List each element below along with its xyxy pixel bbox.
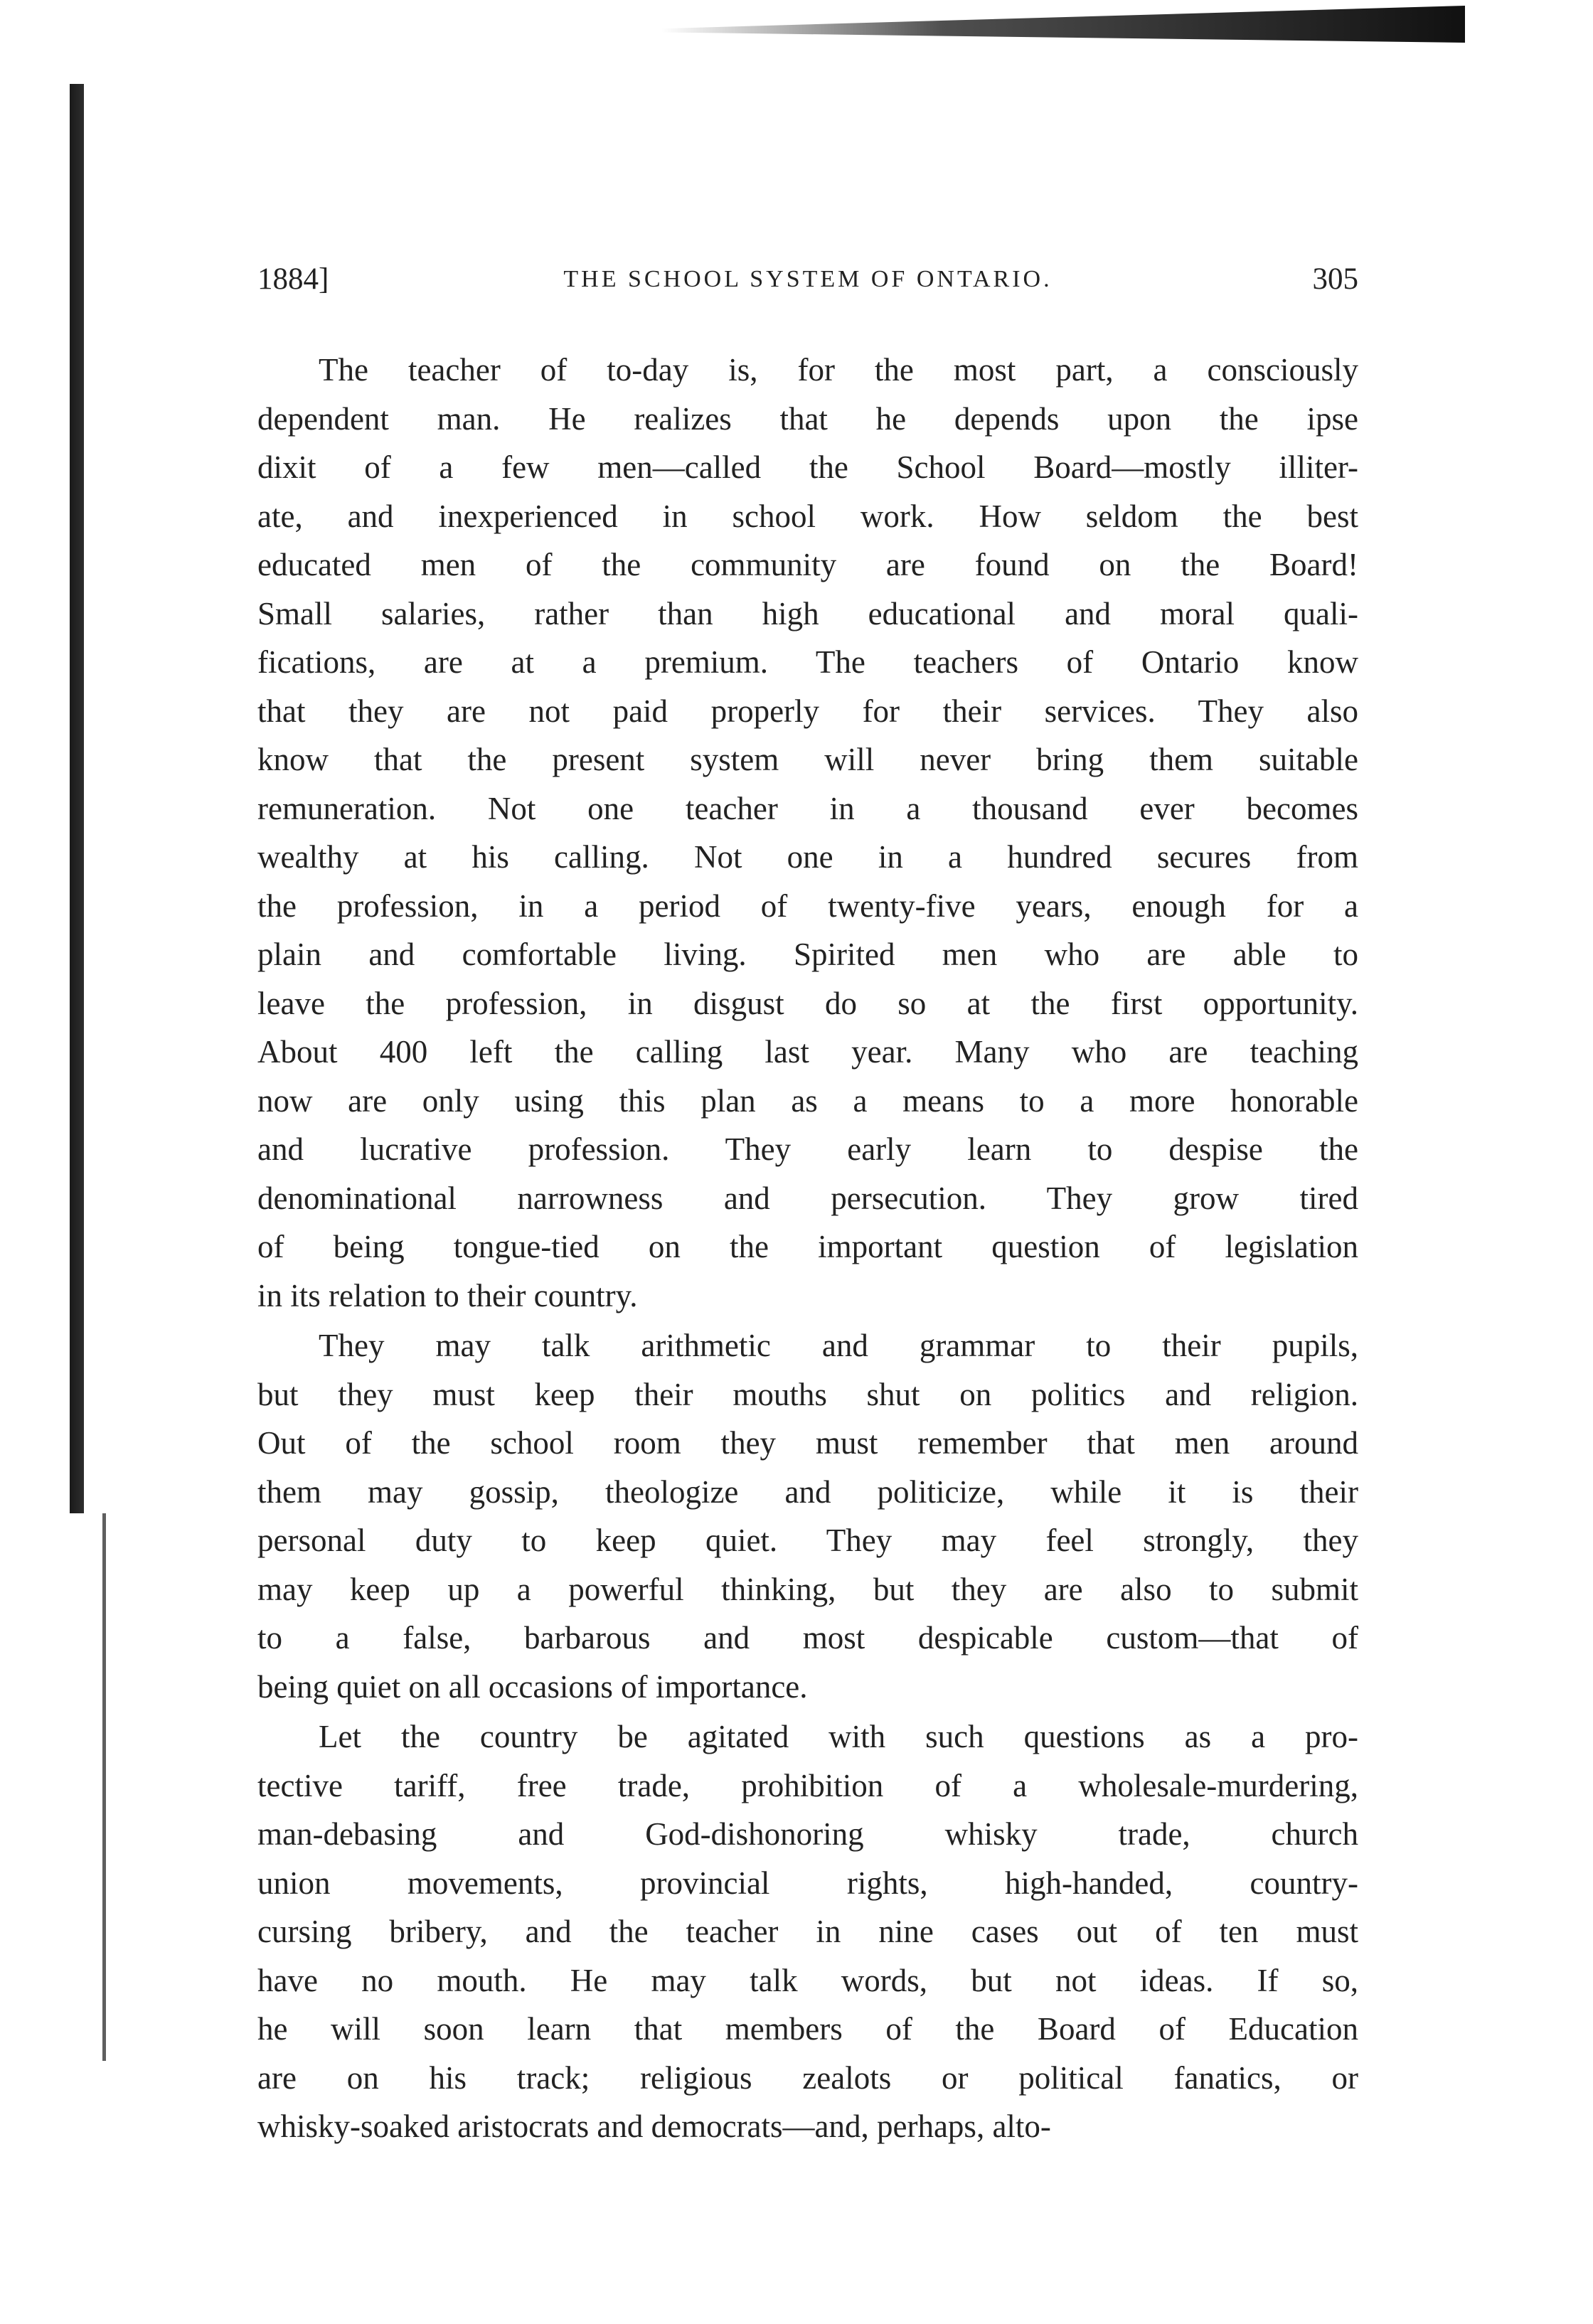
binding-edge-shadow-tail: [102, 1513, 106, 2061]
text-line: now are only using this plan as a means to a more honorable: [257, 1082, 1358, 1119]
paragraph: [257, 346, 1358, 1320]
text-line: have no mouth. He may talk words, but not ideas. If so,: [257, 1962, 1358, 1998]
page-number: 305: [1312, 262, 1358, 296]
text-line: Let the country be agitated with such questions as a pro-: [319, 1719, 1358, 1754]
text-line: leave the profession, in disgust do so at the first opportunity.: [257, 985, 1358, 1021]
text-line: Small salaries, rather than high educational and moral quali-: [257, 595, 1358, 631]
text-line: Out of the school room they must remember that men around: [257, 1425, 1358, 1461]
text-line: know that the present system will never bring them suitable: [257, 742, 1358, 777]
text-line: being quiet on all occasions of importance.: [257, 1668, 808, 1705]
top-edge-rule: [661, 6, 1465, 43]
text-line: dixit of a few men—called the School Board—mostly illiter-: [257, 449, 1358, 485]
text-line: tective tariff, free trade, prohibition of a wholesale-murdering,: [257, 1767, 1358, 1803]
text-line: denominational narrowness and persecution. They grow tired: [257, 1180, 1358, 1216]
text-line: to a false, barbarous and most despicable custom—that of: [257, 1620, 1358, 1656]
text-line: plain and comfortable living. Spirited men who are able to: [257, 937, 1358, 972]
running-header: [257, 262, 1358, 311]
text-line: of being tongue-tied on the important question of legislation: [257, 1229, 1358, 1264]
text-line: ate, and inexperienced in school work. How seldom the best: [257, 498, 1358, 534]
text-line: but they must keep their mouths shut on politics and religion.: [257, 1376, 1358, 1412]
text-line: About 400 left the calling last year. Many who are teaching: [257, 1034, 1358, 1070]
text-line: that they are not paid properly for their services. They also: [257, 693, 1358, 729]
text-line: them may gossip, theologize and politicize, while it is their: [257, 1473, 1358, 1510]
text-line: whisky-soaked aristocrats and democrats—and, perhaps, alto-: [257, 2109, 1051, 2144]
text-line: are on his track; religious zealots or political fanatics, or: [257, 2059, 1358, 2096]
text-line: cursing bribery, and the teacher in nine cases out of ten must: [257, 1914, 1358, 1949]
header-year: 1884]: [257, 262, 329, 296]
header-title: THE SCHOOL SYSTEM OF ONTARIO.: [563, 266, 1053, 292]
text-line: remuneration. Not one teacher in a thousand ever becomes: [257, 790, 1358, 826]
text-line: dependent man. He realizes that he depends upon the ipse: [257, 400, 1358, 437]
text-line: and lucrative profession. They early learn to despise the: [257, 1131, 1358, 1167]
text-line: educated men of the community are found on the Board!: [257, 547, 1358, 582]
text-line: The teacher of to-day is, for the most part, a consciously: [319, 352, 1358, 388]
text-line: may keep up a powerful thinking, but they are also to submit: [257, 1571, 1358, 1607]
binding-edge-shadow: [70, 84, 84, 1513]
text-line: in its relation to their country.: [257, 1277, 638, 1313]
text-line: union movements, provincial rights, high-handed, country-: [257, 1865, 1358, 1901]
text-line: wealthy at his calling. Not one in a hundred secures from: [257, 839, 1358, 875]
text-line: personal duty to keep quiet. They may feel strongly, they: [257, 1523, 1358, 1558]
text-line: the profession, in a period of twenty-five years, enough for a: [257, 888, 1358, 924]
text-line: he will soon learn that members of the Board of Education: [257, 2011, 1358, 2047]
body-text: [257, 346, 1358, 2151]
text-line: man-debasing and God-dishonoring whisky trade, church: [257, 1816, 1358, 1852]
paragraph: [257, 1321, 1358, 1711]
text-line: They may talk arithmetic and grammar to their pupils,: [319, 1328, 1358, 1363]
paragraph: [257, 1712, 1358, 2151]
text-line: fications, are at a premium. The teachers of Ontario know: [257, 644, 1358, 680]
